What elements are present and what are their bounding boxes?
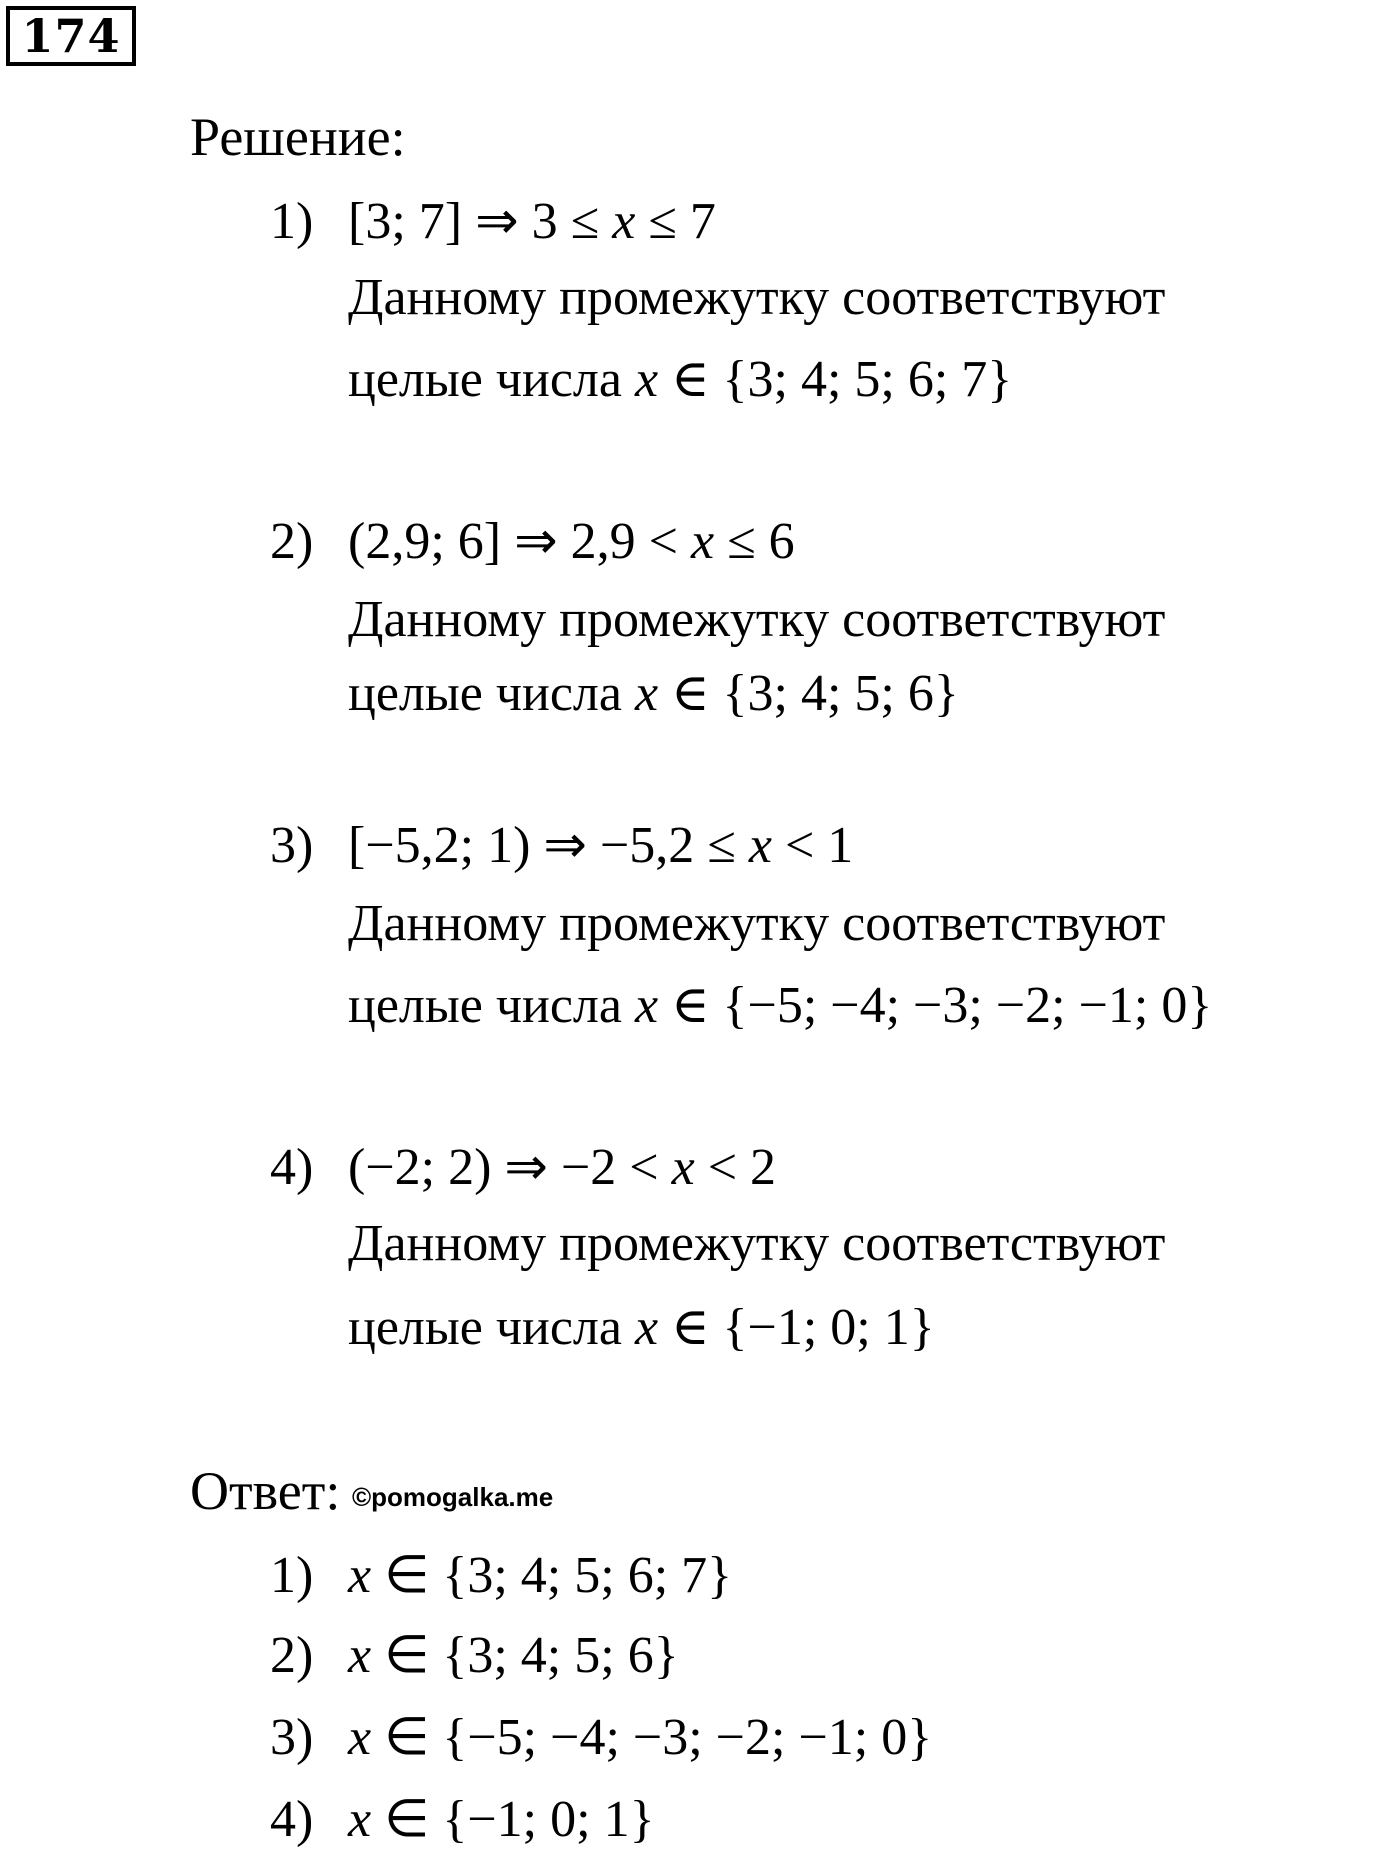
variable-x: x	[634, 977, 659, 1034]
item-4-result: целые числа x ∈ {−1; 0; 1}	[348, 1299, 935, 1356]
item-1-result: целые числа x ∈ {3; 4; 5; 6; 7}	[348, 351, 1013, 408]
variable-x: x	[671, 1139, 695, 1196]
answer-heading: Ответ:	[190, 1461, 341, 1521]
variable-x: x	[348, 1627, 372, 1684]
watermark: ©pomogalka.me	[352, 1482, 554, 1512]
answer-4-number: 4)	[270, 1791, 314, 1848]
item-1-condition: [3; 7] ⇒ 3 ≤ x ≤ 7	[348, 193, 716, 250]
answer-2-value: x ∈ {3; 4; 5; 6}	[348, 1627, 679, 1684]
task-number-box	[6, 6, 136, 66]
item-1-text: Данному промежутку соответствуют	[348, 269, 1166, 326]
item-3-number: 3)	[270, 817, 314, 874]
variable-x: x	[612, 193, 636, 250]
answer-4-value: x ∈ {−1; 0; 1}	[348, 1791, 655, 1848]
item-3-result: целые числа x ∈ {−5; −4; −3; −2; −1; 0}	[348, 977, 1213, 1034]
item-2-result: целые числа x ∈ {3; 4; 5; 6}	[348, 665, 959, 722]
item-2-number: 2)	[270, 513, 314, 570]
variable-x: x	[634, 351, 659, 408]
item-3-condition: [−5,2; 1) ⇒ −5,2 ≤ x < 1	[348, 817, 854, 874]
answer-3-value: x ∈ {−5; −4; −3; −2; −1; 0}	[348, 1709, 933, 1766]
item-3-text: Данному промежутку соответствуют	[348, 895, 1166, 952]
item-4-number: 4)	[270, 1139, 314, 1196]
item-4-condition: (−2; 2) ⇒ −2 < x < 2	[348, 1139, 777, 1196]
variable-x: x	[748, 817, 772, 874]
task-number: 174	[21, 9, 121, 63]
item-2-condition: (2,9; 6] ⇒ 2,9 < x ≤ 6	[348, 513, 795, 570]
variable-x: x	[690, 513, 715, 570]
item-2-text: Данному промежутку соответствуют	[348, 591, 1166, 648]
solution-heading: Решение:	[190, 107, 406, 167]
variable-x: x	[634, 665, 659, 722]
answer-2-number: 2)	[270, 1627, 314, 1684]
item-4-text: Данному промежутку соответствуют	[348, 1215, 1166, 1272]
answer-1-value: x ∈ {3; 4; 5; 6; 7}	[348, 1547, 733, 1604]
answer-3-number: 3)	[270, 1709, 314, 1766]
answer-1-number: 1)	[270, 1547, 314, 1604]
variable-x: x	[348, 1547, 372, 1604]
variable-x: x	[634, 1299, 659, 1356]
variable-x: x	[348, 1709, 372, 1766]
item-1-number: 1)	[270, 193, 314, 250]
variable-x: x	[348, 1791, 372, 1848]
